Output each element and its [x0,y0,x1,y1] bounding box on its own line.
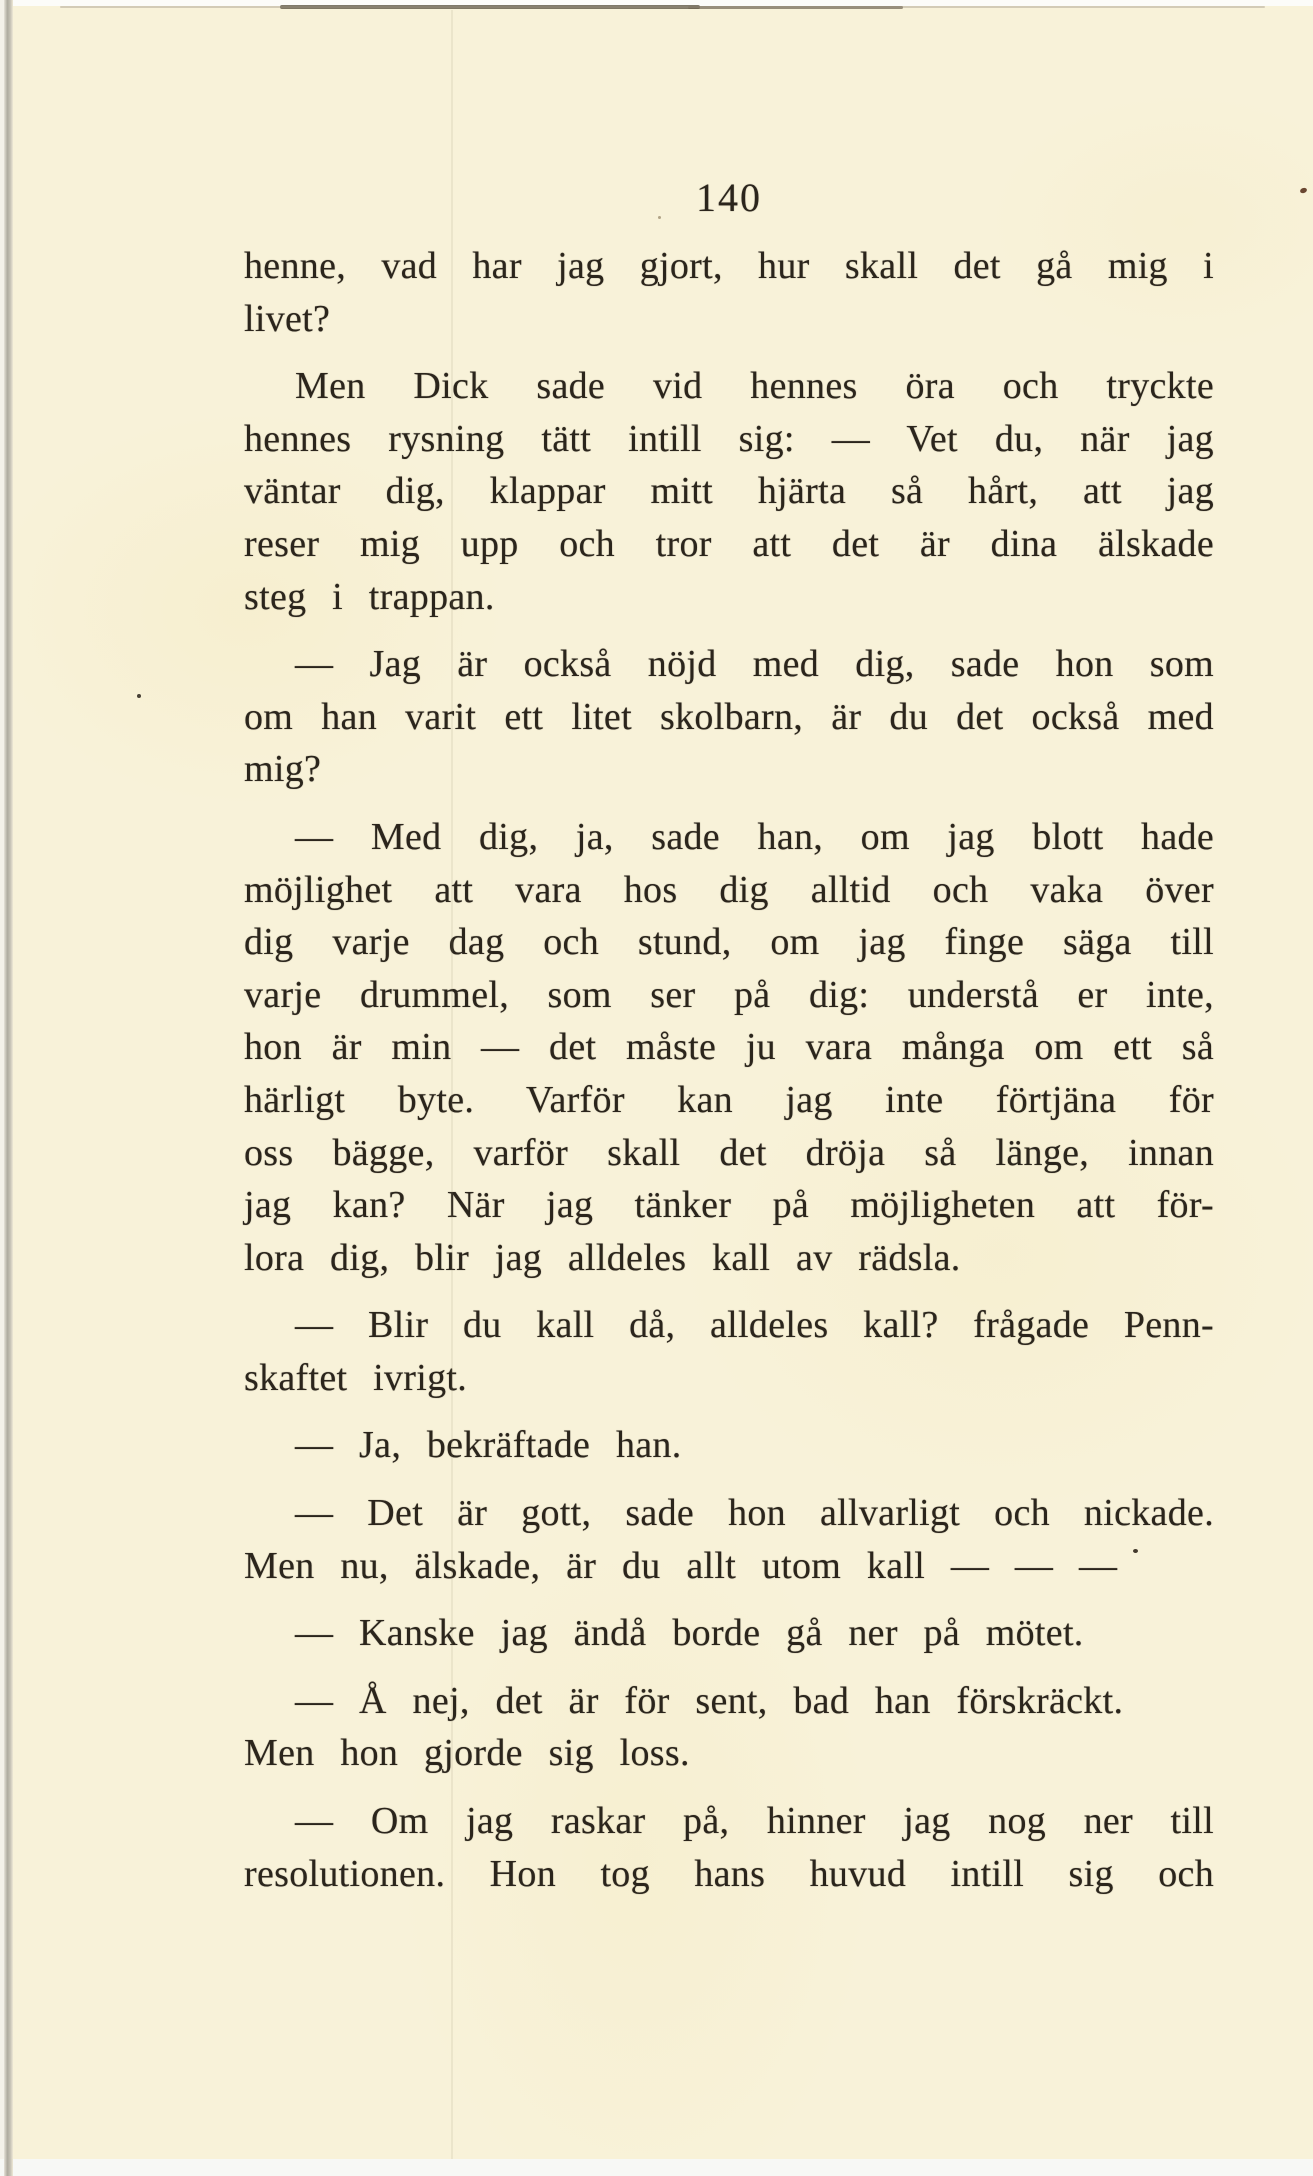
text-line: — Jag är också nöjd med dig, sade hon som [295,643,1214,686]
text-line: hennes rysning tätt intill sig: — Vet du, när jag [244,417,1214,460]
page-top-edge [60,6,1265,8]
text-line: jag kan? När jag tänker på möjligheten att för- [244,1184,1214,1227]
page-sheet [12,6,1313,2159]
text-line: om han varit ett litet skolbarn, är du det också med [244,695,1214,738]
text-line: Men hon gjorde sig loss. [244,1732,690,1775]
text-line: reser mig upp och tror att det är dina älskade [244,522,1214,565]
text-line: väntar dig, klappar mitt hjärta så hårt, att jag [244,470,1214,513]
scan-crease [451,10,453,2159]
text-line: härligt byte. Varför kan jag inte förtjäna för [244,1078,1214,1121]
text-line: henne, vad har jag gjort, hur skall det gå mig i [244,245,1214,287]
text-line: — Kanske jag ändå borde gå ner på mötet. [295,1612,1084,1655]
text-line: mig? [244,748,322,791]
text-line: steg i trappan. [244,575,495,618]
text-block [244,240,1214,1900]
text-line: hon är min — det måste ju vara många om ett så [244,1026,1214,1069]
text-line: — Med dig, ja, sade han, om jag blott hade [295,815,1214,858]
paragraph [244,240,1214,345]
text-line: — Blir du kall då, alldeles kall? frågade Penn- [295,1304,1214,1347]
ink-speck [137,694,141,698]
ink-speck [658,216,661,219]
text-line: Men nu, älskade, är du allt utom kall — — — [244,1544,1118,1587]
text-line: — Det är gott, sade hon allvarligt och nickade. [295,1492,1214,1535]
text-line: möjlighet att vara hos dig alltid och vaka över [244,868,1214,911]
paragraph [244,1487,1214,1592]
paragraph [244,638,1214,796]
ink-speck [1133,1549,1138,1553]
text-line: livet? [244,297,331,340]
text-line: resolutionen. Hon tog hans huvud intill sig och [244,1852,1214,1895]
text-line: lora dig, blir jag alldeles kall av rädsla. [244,1236,961,1279]
page-left-edge [4,0,13,2176]
text-line: skaftet ivrigt. [244,1356,468,1399]
paragraph [244,360,1214,623]
text-line: — Å nej, det är för sent, bad han förskräckt. [295,1679,1124,1722]
paragraph [244,1795,1214,1900]
text-line: oss bägge, varför skall det dröja så länge, innan [244,1131,1214,1174]
text-line: varje drummel, som ser på dig: understå er inte, [244,973,1214,1016]
text-line: — Ja, bekräftade han. [295,1424,682,1467]
page-number: 140 [696,175,762,220]
paragraph [244,1607,1214,1660]
text-line: dig varje dag och stund, om jag finge säga till [244,921,1214,964]
paragraph [244,1675,1214,1780]
text-line: — Om jag raskar på, hinner jag nog ner till [295,1800,1214,1843]
paragraph [244,811,1214,1284]
scan-margin-bottom [0,2159,1313,2176]
paragraph [244,1419,1214,1472]
text-line: Men Dick sade vid hennes öra och tryckte [295,365,1214,408]
paragraph [244,1299,1214,1404]
